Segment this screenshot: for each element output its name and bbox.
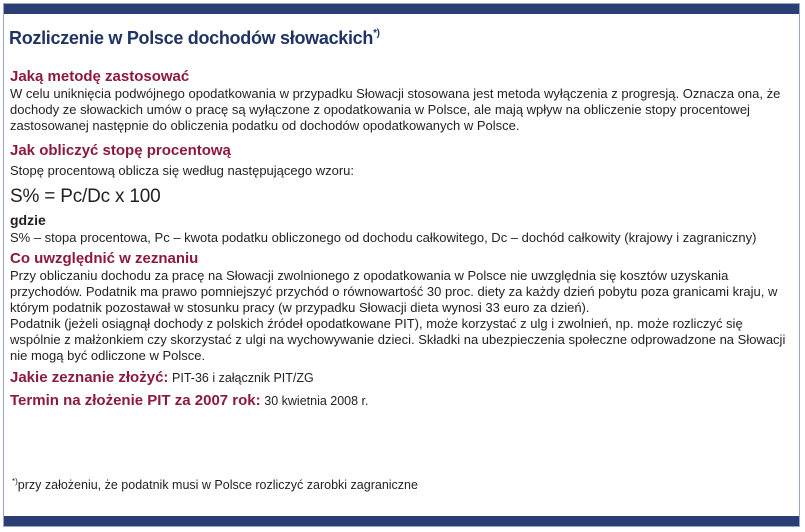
info-box [3,3,800,527]
form-row [10,368,790,388]
return-text-2: Podatnik (jeżeli osiągnął dochody z polskich źródeł opodatkowane PIT), może korzystać z ulg i zwolnień, np. może rozliczyć się wspólnie z małżonkiem czy skorzystać z ulgi na wychowywanie dzieci. Składki na ubezpieczenia społeczne odprowadzone na Słowacji nie mogą być odliczone w Polsce. [10,316,786,363]
rate-intro: Stopę procentową oblicza się według następującego wzoru: [10,163,354,178]
footnote-mark: *) [12,477,18,486]
formula-legend: S% – stopa procentowa, Pc – kwota podatku obliczonego od dochodu całkowitego, Dc – dochód całkowity (krajowy i zagraniczny) [10,230,757,245]
title-footnote-mark: *) [373,28,380,39]
footnote [12,477,418,492]
page-title: Rozliczenie w Polsce dochodów słowackich*) [9,28,380,48]
heading-method: Jaką metodę zastosować [10,68,190,85]
deadline-value: 30 kwietnia 2008 r. [264,394,369,408]
top-bar [4,4,799,14]
return-text-1: Przy obliczaniu dochodu za pracę na Słowacji zwolnionego z opodatkowania w Polsce nie uwzględnia się kosztów uzyskania przychodów. Podatnik ma prawo pomniejszyć przychód o równowartość 30 proc. diety za każdy dzień pobytu poza granicami kraju, w którym podatnik pozostawał w stosunku pracy (w przypadku Słowacji dieta wynosi 33 euro za dzień). [10,268,778,315]
method-text: W celu uniknięcia podwójnego opodatkowania w przypadku Słowacji stosowana jest metoda wyłączenia z progresją. Oznacza ona, że dochody ze słowackich umów o pracę są wyłączone z opodatkowania w Polsce, ale mają wpływ na obliczenie stopy procentowej zastosowanej następnie do obliczenia podatku od dochodów opodatkowanych w Polsce. [10,86,781,133]
deadline-row [10,391,790,411]
heading-rate: Jak obliczyć stopę procentową [10,142,231,159]
content [10,68,790,411]
footnote-text: przy założeniu, że podatnik musi w Polsce rozliczyć zarobki zagraniczne [17,478,418,493]
form-label: Jakie zeznanie złożyć: [10,369,169,386]
bottom-bar [4,516,799,526]
form-value: PIT-36 i załącznik PIT/ZG [172,371,314,385]
rate-formula: S% = Pc/Dc x 100 [10,186,161,207]
deadline-label: Termin na złożenie PIT za 2007 rok: [10,392,261,409]
where-label: gdzie [10,212,46,228]
heading-return: Co uwzględnić w zeznaniu [10,250,199,267]
